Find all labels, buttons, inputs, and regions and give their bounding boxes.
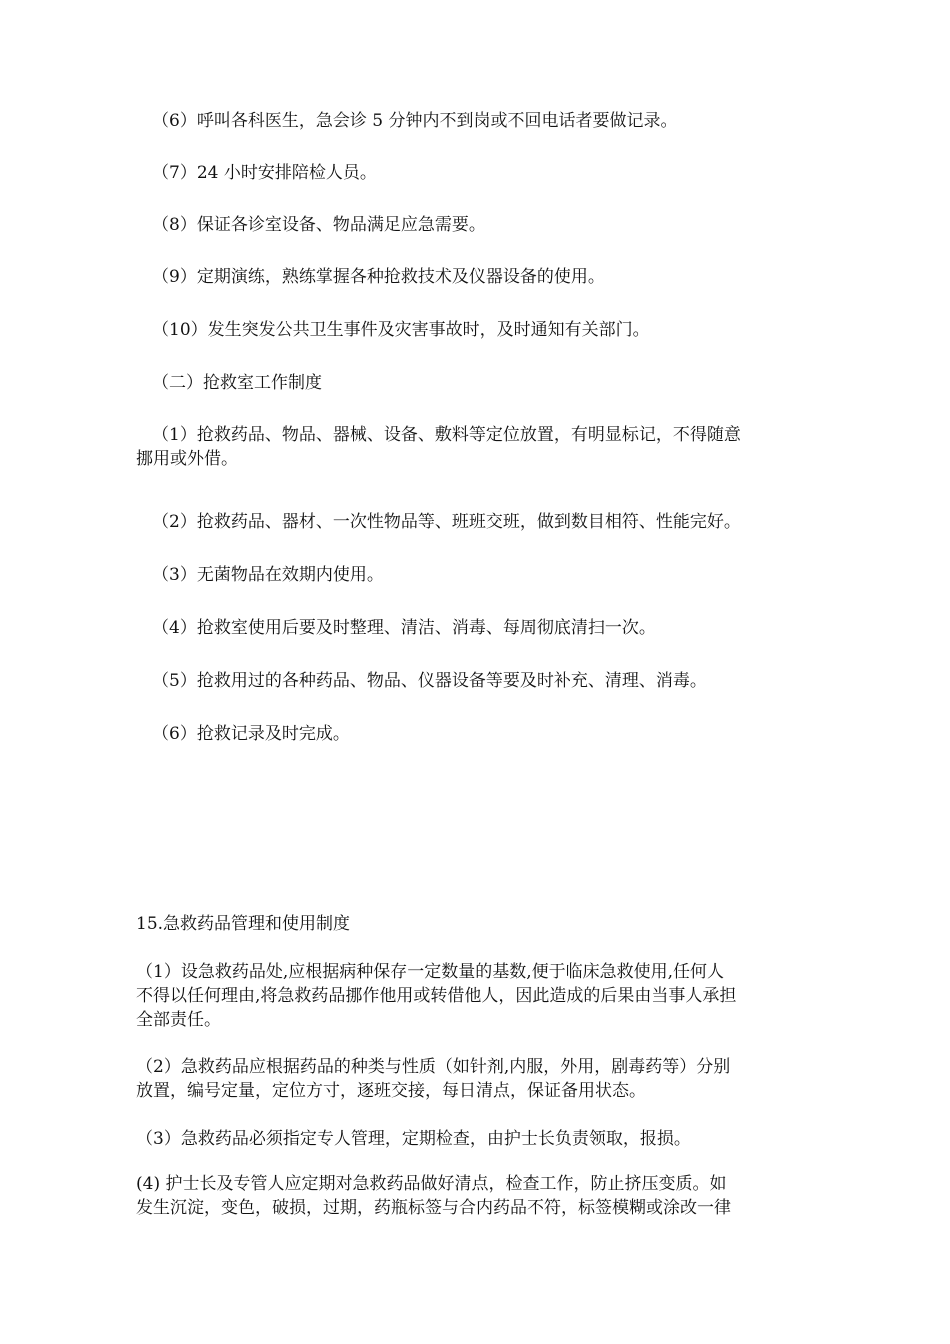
- paragraph-line: 不得以任何理由,将急救药品挪作他用或转借他人，因此造成的后果由当事人承担: [136, 986, 737, 1006]
- paragraph-line: (4) 护士长及专管人应定期对急救药品做好清点，检查工作，防止挤压变质。如: [136, 1174, 727, 1194]
- list-item: （10）发生突发公共卫生事件及灾害事故时，及时通知有关部门。: [152, 320, 650, 340]
- list-item: （6）呼叫各科医生，急会诊 5 分钟内不到岗或不回电话者要做记录。: [152, 111, 678, 131]
- list-item: （6）抢救记录及时完成。: [152, 724, 350, 744]
- paragraph-line: （1）设急救药品处,应根据病种保存一定数量的基数,便于临床急救使用,任何人: [136, 962, 725, 982]
- paragraph-line: 发生沉淀，变色，破损，过期，药瓶标签与合内药品不符，标签模糊或涂改一律: [136, 1198, 731, 1218]
- list-item: [136, 423, 816, 471]
- paragraph: [136, 1172, 816, 1220]
- list-item: （8）保证各诊室设备、物品满足应急需要。: [152, 215, 486, 235]
- list-item-line: （1）抢救药品、物品、器械、设备、敷料等定位放置，有明显标记，不得随意: [152, 425, 741, 445]
- list-item: （4）抢救室使用后要及时整理、清洁、消毒、每周彻底清扫一次。: [152, 618, 656, 638]
- paragraph-line: （2）急救药品应根据药品的种类与性质（如针剂,内服，外用，剧毒药等）分别: [136, 1057, 731, 1077]
- list-item: （2）抢救药品、器材、一次性物品等、班班交班，做到数目相符、性能完好。: [152, 512, 741, 532]
- list-item: （3）无菌物品在效期内使用。: [152, 565, 384, 585]
- paragraph: [136, 1055, 816, 1103]
- list-item: （9）定期演练，熟练掌握各种抢救技术及仪器设备的使用。: [152, 267, 605, 287]
- list-item: （5）抢救用过的各种药品、物品、仪器设备等要及时补充、清理、消毒。: [152, 671, 707, 691]
- list-item: （7）24 小时安排陪检人员。: [152, 163, 377, 183]
- list-item-line: 挪用或外借。: [136, 449, 238, 469]
- paragraph-line: 全部责任。: [136, 1010, 221, 1030]
- paragraph: （3）急救药品必须指定专人管理，定期检查，由护士长负责领取，报损。: [136, 1129, 691, 1149]
- section-heading: 15.急救药品管理和使用制度: [136, 914, 351, 934]
- paragraph: [136, 960, 816, 1032]
- paragraph-line: 放置，编号定量，定位方寸，逐班交接，每日清点，保证备用状态。: [136, 1081, 646, 1101]
- section-heading: （二）抢救室工作制度: [152, 373, 322, 393]
